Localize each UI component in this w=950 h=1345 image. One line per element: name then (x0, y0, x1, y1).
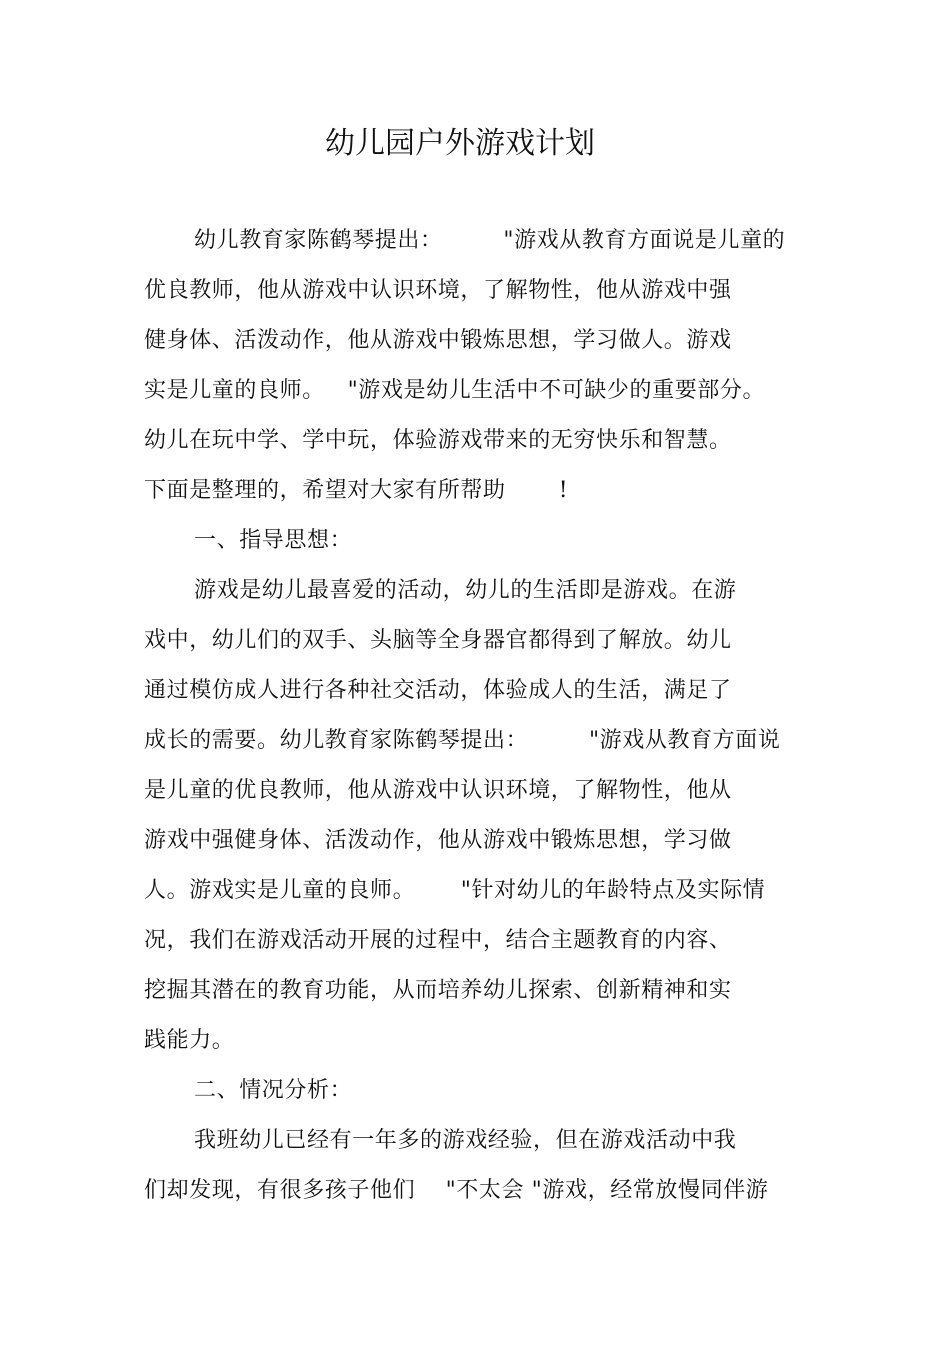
body-line-11: 是儿童的优良教师，他从游戏中认识环境，了解物性，他从 (144, 778, 732, 803)
section-heading-1: 一、指导思想： (194, 528, 353, 553)
body-line-6: 下面是整理的，希望对大家有所帮助 ! (144, 478, 569, 503)
body-line-14: 况，我们在游戏活动开展的过程中，结合主题教育的内容、 (144, 928, 732, 953)
body-line-15: 挖掘其潜在的教育功能，从而培养幼儿探索、创新精神和实 (144, 978, 732, 1003)
page-title: 幼儿园户外游戏计划 (325, 126, 595, 161)
body-line-8: 戏中，幼儿们的双手、头脑等全身器官都得到了解放。幼儿 (144, 628, 732, 653)
body-line-13: 人。游戏实是儿童的良师。 "针对幼儿的年龄特点及实际情 (144, 878, 766, 903)
body-line-2: 优良教师，他从游戏中认识环境，了解物性，他从游戏中强 (144, 278, 732, 303)
body-line-9: 通过模仿成人进行各种社交活动，体验成人的生活，满足了 (144, 678, 732, 703)
body-line-7: 游戏是幼儿最喜爱的活动，幼儿的生活即是游戏。在游 (194, 578, 737, 603)
section-heading-2: 二、情况分析： (194, 1078, 353, 1103)
body-line-12: 游戏中强健身体、活泼动作，他从游戏中锻炼思想，学习做 (144, 828, 732, 853)
body-line-1: 幼儿教育家陈鹤琴提出： "游戏从教育方面说是儿童的 (194, 228, 786, 253)
body-line-16: 践能力。 (144, 1028, 235, 1053)
body-line-4: 实是儿童的良师。 "游戏是幼儿生活中不可缺少的重要部分。 (144, 378, 766, 403)
body-line-3: 健身体、活泼动作，他从游戏中锻炼思想，学习做人。游戏 (144, 328, 732, 353)
body-line-10: 成长的需要。幼儿教育家陈鹤琴提出： "游戏从教育方面说 (144, 728, 781, 753)
body-line-17: 我班幼儿已经有一年多的游戏经验，但在游戏活动中我 (194, 1128, 737, 1153)
body-line-5: 幼儿在玩中学、学中玩，体验游戏带来的无穷快乐和智慧。 (144, 428, 732, 453)
body-line-18: 们却发现，有很多孩子他们 "不太会 "游戏，经常放慢同伴游 (144, 1178, 769, 1203)
